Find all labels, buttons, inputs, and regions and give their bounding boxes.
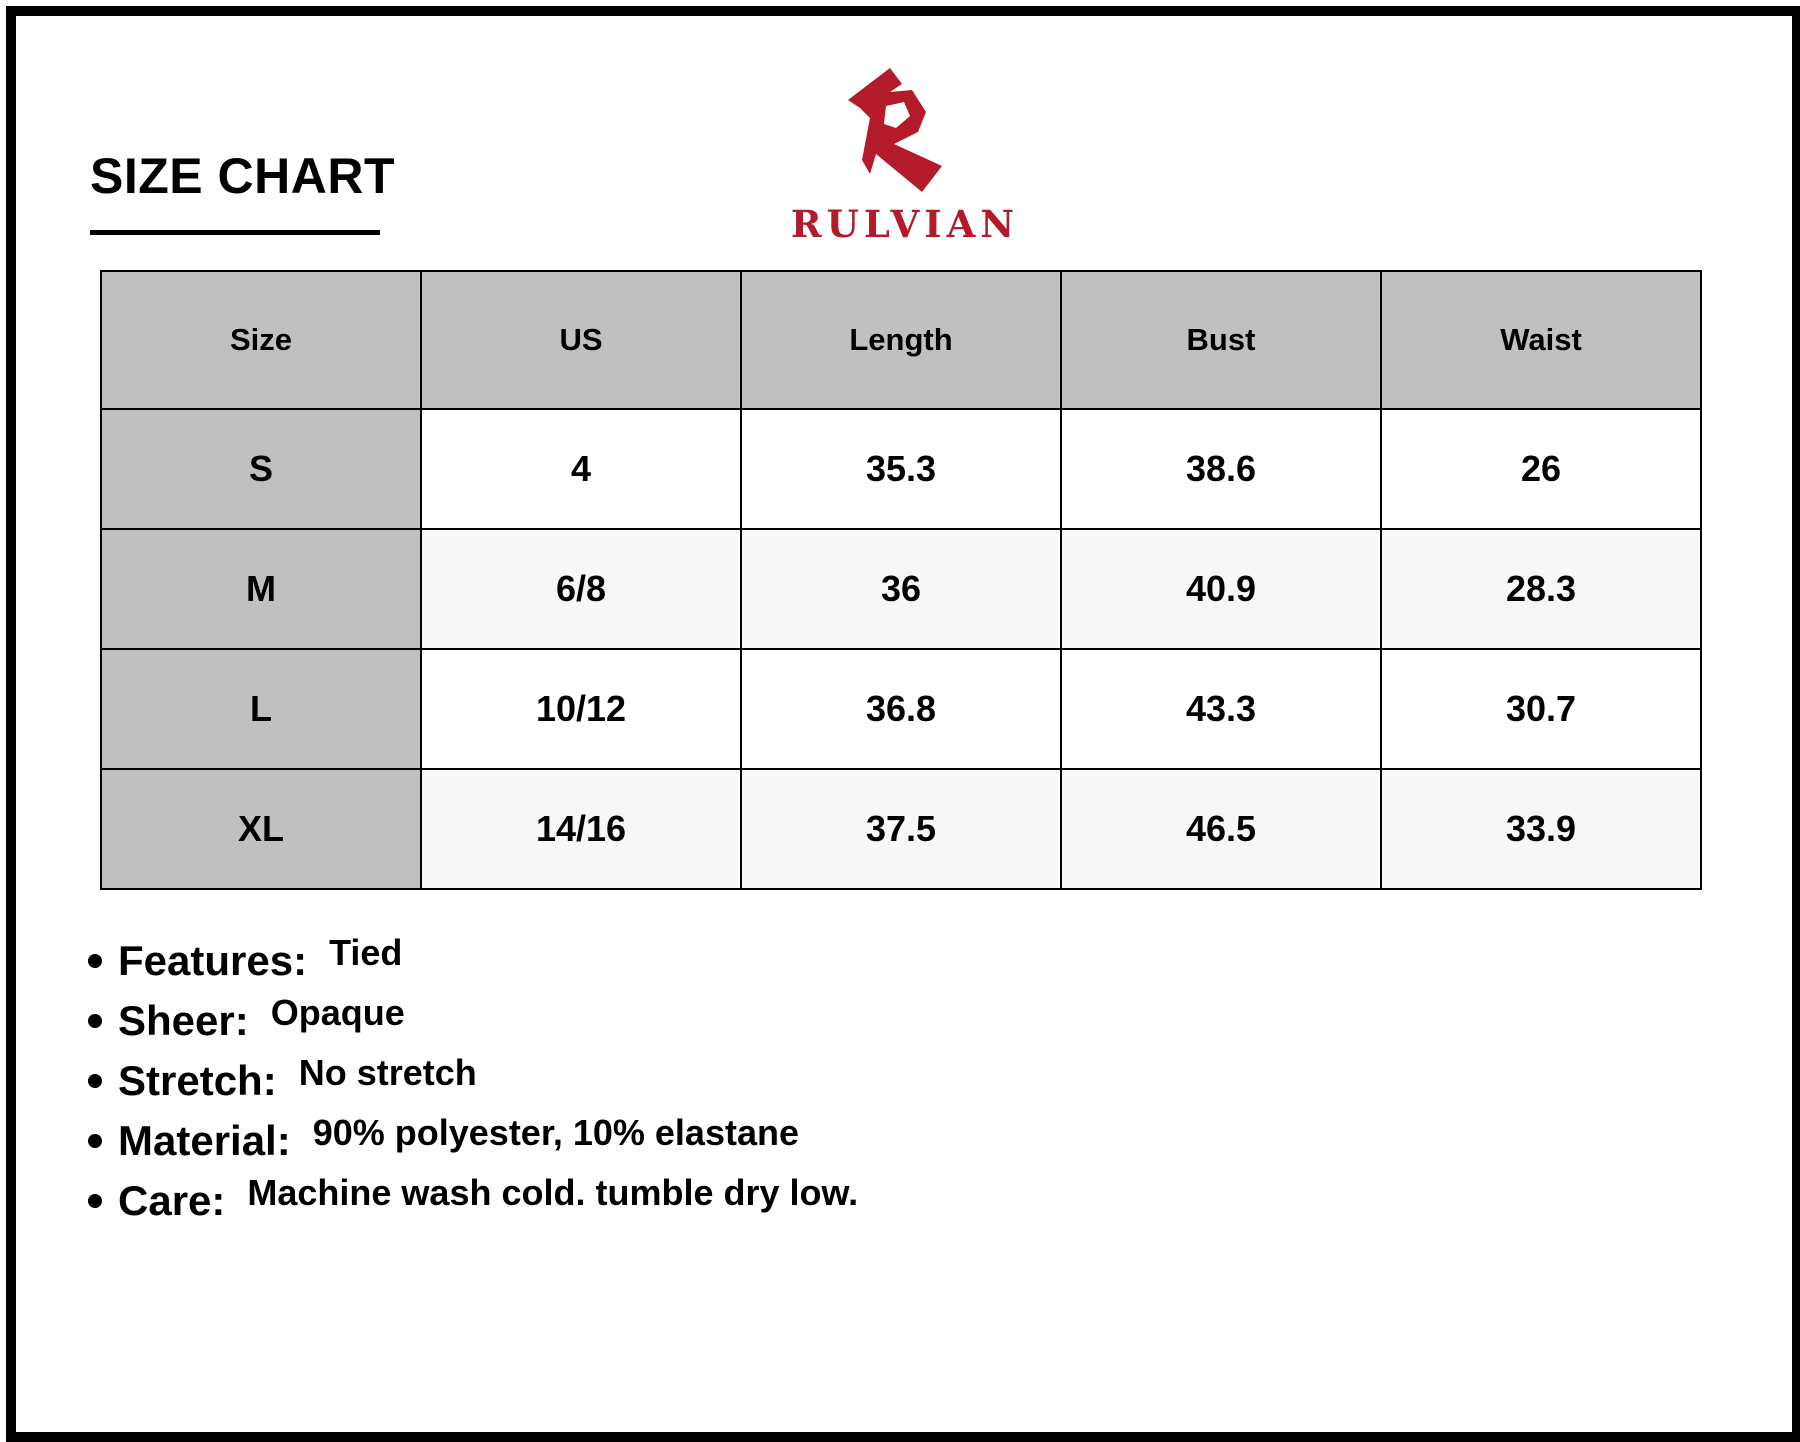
feature-item-care — [88, 1172, 859, 1236]
feature-value: Opaque — [270, 992, 405, 1033]
us-cell: 10/12 — [421, 649, 741, 769]
brand-logo — [780, 62, 1030, 252]
bullet-icon — [88, 1014, 102, 1028]
feature-list — [88, 932, 859, 1236]
feature-label: Care: — [118, 1177, 226, 1224]
table-row — [101, 409, 1701, 529]
feature-item-features — [88, 932, 858, 996]
column-header-bust: Bust — [1061, 271, 1381, 409]
feature-label: Features: — [118, 937, 308, 984]
length-cell: 36.8 — [741, 649, 1061, 769]
column-header-waist: Waist — [1381, 271, 1701, 409]
bust-cell: 43.3 — [1061, 649, 1381, 769]
feature-value: Machine wash cold. tumble dry low. — [247, 1172, 859, 1213]
waist-cell: 33.9 — [1381, 769, 1701, 889]
feature-label: Material: — [118, 1117, 291, 1164]
feature-item-stretch — [88, 1052, 858, 1116]
table-row — [101, 769, 1701, 889]
bullet-icon — [88, 1194, 102, 1208]
length-cell: 36 — [741, 529, 1061, 649]
bullet-icon — [88, 954, 102, 968]
feature-label: Sheer: — [118, 997, 249, 1044]
page-title: SIZE CHART — [90, 148, 395, 204]
waist-cell: 30.7 — [1381, 649, 1701, 769]
feature-value: 90% polyester, 10% elastane — [312, 1112, 799, 1153]
feature-value: Tied — [329, 932, 403, 973]
feature-value: No stretch — [298, 1052, 477, 1093]
bullet-icon — [88, 1134, 102, 1148]
us-cell: 6/8 — [421, 529, 741, 649]
size-cell: XL — [101, 769, 421, 889]
feature-item-material — [88, 1112, 858, 1176]
rulvian-r-logo-icon — [830, 62, 960, 192]
brand-name: RULVIAN — [790, 202, 1020, 246]
size-cell: S — [101, 409, 421, 529]
us-cell: 4 — [421, 409, 741, 529]
length-cell: 35.3 — [741, 409, 1061, 529]
bullet-icon — [88, 1074, 102, 1088]
column-header-size: Size — [101, 271, 421, 409]
column-header-length: Length — [741, 271, 1061, 409]
column-header-us: US — [421, 271, 741, 409]
waist-cell: 26 — [1381, 409, 1701, 529]
table-row — [101, 649, 1701, 769]
table-header-row — [101, 271, 1701, 409]
length-cell: 37.5 — [741, 769, 1061, 889]
bust-cell: 46.5 — [1061, 769, 1381, 889]
size-cell: L — [101, 649, 421, 769]
feature-label: Stretch: — [118, 1057, 277, 1104]
feature-item-sheer — [88, 992, 858, 1056]
table-row — [101, 529, 1701, 649]
waist-cell: 28.3 — [1381, 529, 1701, 649]
size-table — [100, 270, 1702, 890]
size-cell: M — [101, 529, 421, 649]
title-underline — [90, 230, 380, 235]
bust-cell: 40.9 — [1061, 529, 1381, 649]
us-cell: 14/16 — [421, 769, 741, 889]
bust-cell: 38.6 — [1061, 409, 1381, 529]
